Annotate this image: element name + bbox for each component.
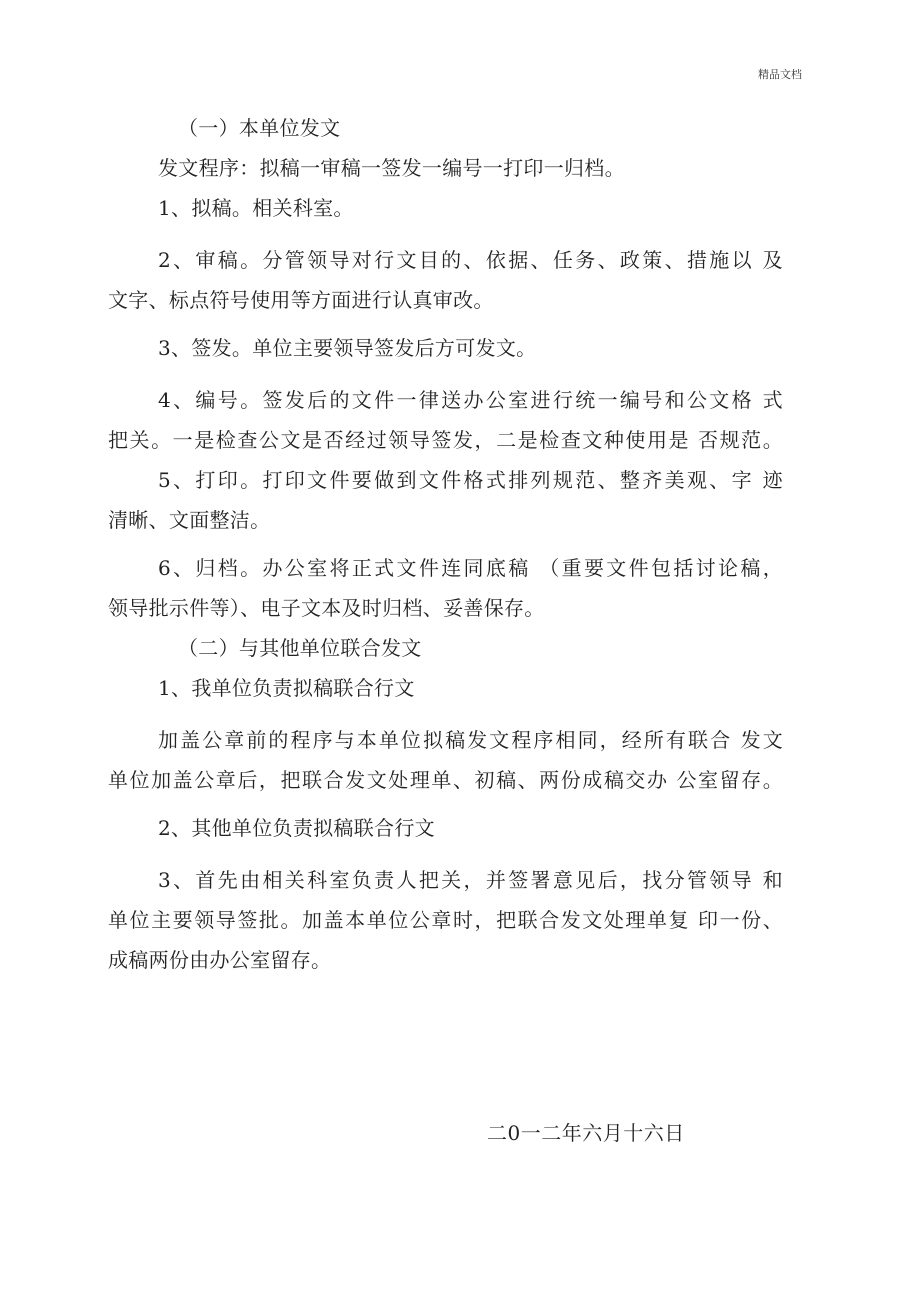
item-6-line-2: 领导批示件等）、电子文本及时归档、妥善保存。 bbox=[108, 596, 545, 620]
section-2-item-3-line-1: 3、首先由相关科室负责人把关，并签署意见后，找分管领导 和 bbox=[158, 868, 783, 892]
item-6-line-1: 6、归档。办公室将正式文件连同底稿 （重要文件包括讨论稿， bbox=[158, 556, 783, 580]
section-2-item-1: 1、我单位负责拟稿联合行文 bbox=[158, 676, 415, 700]
section-2-item-3-line-3: 成稿两份由办公室留存。 bbox=[108, 948, 332, 972]
item-5-line-2: 清晰、文面整洁。 bbox=[108, 508, 271, 532]
section-1-title: （一）本单位发文 bbox=[178, 116, 341, 140]
item-4-line-1: 4、编号。签发后的文件一律送办公室进行统一编号和公文格 式 bbox=[158, 388, 783, 412]
signature-date: 二0一二年六月十六日 bbox=[487, 1121, 685, 1145]
procedure-line: 发文程序：拟稿一审稿一签发一编号一打印一归档。 bbox=[158, 156, 625, 180]
document-body bbox=[108, 108, 783, 980]
item-1: 1、拟稿。相关科室。 bbox=[158, 196, 354, 220]
item-2-line-1: 2、审稿。分管领导对行文目的、依据、任务、政策、措施以 及 bbox=[158, 248, 783, 272]
section-2-item-3-line-2: 单位主要领导签批。加盖本单位公章时，把联合发文处理单复 印一份、 bbox=[108, 908, 783, 932]
item-4-line-2: 把关。一是检查公文是否经过领导签发，二是检查文种使用是 否规范。 bbox=[108, 428, 783, 452]
section-2-item-2: 2、其他单位负责拟稿联合行文 bbox=[158, 816, 435, 840]
item-2-line-2: 文字、标点符号使用等方面进行认真审改。 bbox=[108, 288, 494, 312]
section-2-paragraph-line-2: 单位加盖公章后，把联合发文处理单、初稿、两份成稿交办 公室留存。 bbox=[108, 768, 783, 792]
section-2-paragraph-line-1: 加盖公章前的程序与本单位拟稿发文程序相同，经所有联合 发文 bbox=[158, 728, 783, 752]
header-watermark: 精品文档 bbox=[758, 68, 802, 81]
item-3: 3、签发。单位主要领导签发后方可发文。 bbox=[158, 336, 537, 360]
section-2-title: （二）与其他单位联合发文 bbox=[178, 636, 422, 660]
item-5-line-1: 5、打印。打印文件要做到文件格式排列规范、整齐美观、字 迹 bbox=[158, 468, 783, 492]
